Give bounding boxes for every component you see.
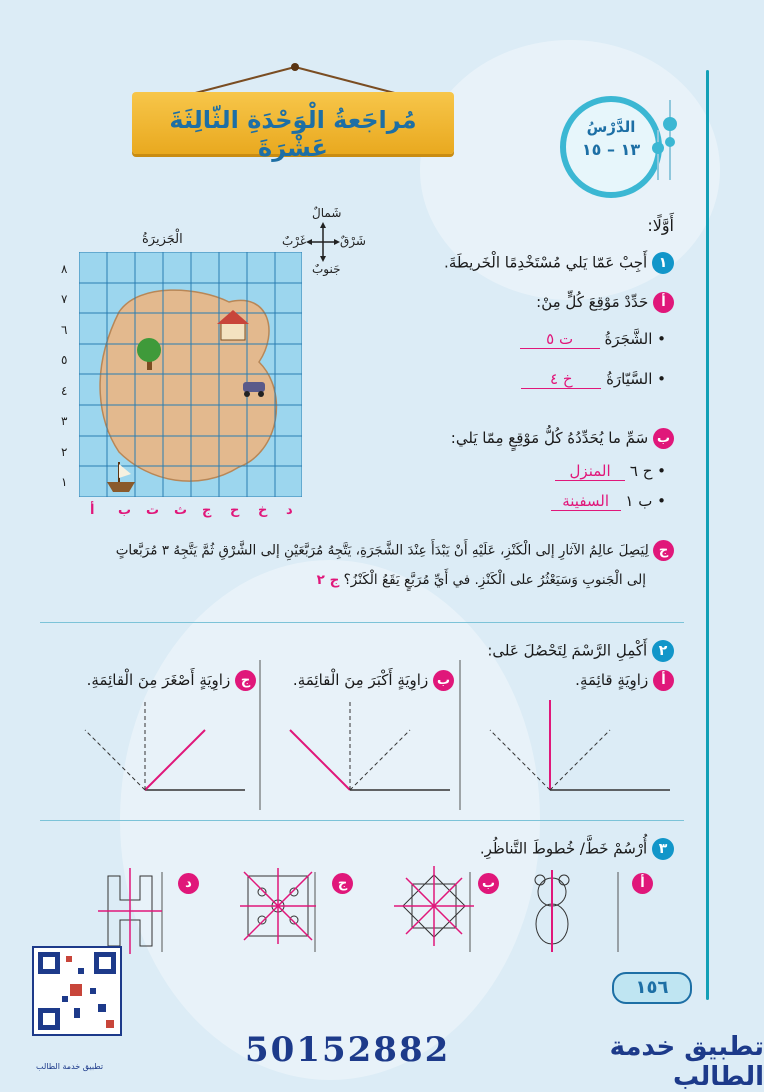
- item-label: • ح ٦: [629, 462, 666, 480]
- page-number-badge: [612, 972, 692, 1004]
- part-letter: أ: [653, 670, 674, 691]
- list-item: [521, 370, 666, 389]
- compass-north: شَمالٌ: [312, 206, 342, 220]
- divider: [40, 820, 684, 821]
- answer-field[interactable]: خ ٤: [521, 370, 601, 389]
- part-letter: د: [178, 873, 199, 894]
- row-label: ٣: [61, 414, 68, 428]
- list-item: [551, 492, 666, 511]
- part-letter: ج: [653, 540, 674, 561]
- row-label: ٨: [61, 262, 68, 276]
- question-text: أُرْسُمْ خَطَّ/ خُطوطَ التَّناظُرِ.: [479, 839, 648, 858]
- answer-field[interactable]: المنزل: [555, 462, 625, 481]
- section-heading: أَوَّلًا:: [647, 216, 674, 235]
- col-label: أ: [90, 503, 95, 518]
- list-item: [520, 330, 666, 349]
- angle-diagrams: [60, 660, 700, 820]
- answer-field[interactable]: ت ٥: [520, 330, 600, 349]
- row-label: ١: [61, 475, 68, 489]
- col-label: خ: [258, 503, 268, 518]
- part-letter: ب: [478, 873, 499, 894]
- item-label: • السَّيّارَةُ: [606, 370, 666, 388]
- qr-caption: تطبيق خدمة الطالب: [36, 1062, 104, 1071]
- question-number: ٢: [652, 640, 674, 662]
- compass-east: شَرْقٌ: [340, 234, 366, 248]
- part-letter: أ: [632, 873, 653, 894]
- page-number: ١٥٦: [635, 977, 669, 998]
- letter-h-icon: [98, 868, 162, 954]
- col-label: ح: [230, 503, 240, 518]
- col-label: ب: [118, 503, 132, 518]
- question-1a: [536, 292, 674, 313]
- lesson-badge: [560, 96, 662, 198]
- answer-value: ج ٢: [316, 572, 340, 588]
- part-letter: أ: [653, 292, 674, 313]
- row-label: ٧: [61, 292, 68, 306]
- row-label: ٤: [61, 384, 68, 398]
- bear-icon: [535, 870, 569, 952]
- unit-title-banner: [132, 92, 454, 162]
- row-label: ٢: [61, 445, 68, 459]
- question-3: [480, 838, 674, 860]
- question-text: أَجِبْ عَمّا يَلي مُسْتَخْدِمًا الْخَريطَةَ.: [444, 253, 648, 272]
- question-1: [444, 252, 674, 274]
- angle-b: [290, 700, 450, 790]
- question-number: ١: [652, 252, 674, 274]
- compass-icon: [306, 222, 340, 262]
- star-icon: [394, 866, 474, 946]
- part-text: زاوِيَةٍ أَصْغَرَ مِنَ الْقائِمَةِ.: [86, 671, 231, 689]
- qr-code[interactable]: [32, 946, 122, 1036]
- angle-a: [490, 700, 670, 790]
- qr-code-icon: [34, 948, 120, 1034]
- question-2: [487, 640, 674, 662]
- question-1b: [451, 428, 674, 449]
- list-item: [555, 462, 666, 481]
- part-text: سَمِّ ما يُحَدِّدُهُ كُلُّ مَوْقِعٍ مِمّا يَلي:: [450, 429, 649, 447]
- map-title: الْجَزيرَةُ: [142, 232, 183, 247]
- part-text: زاوِيَةٍ أَكْبَرَ مِنَ الْقائِمَةِ.: [292, 671, 429, 689]
- part-letter: ج: [235, 670, 256, 691]
- answer-field[interactable]: السفينة: [551, 492, 621, 511]
- page-rule: [706, 70, 709, 1000]
- row-label: ٦: [61, 323, 68, 337]
- col-label: ث: [174, 503, 188, 518]
- part-text: زاوِيَةٍ قائِمَةٍ.: [575, 671, 649, 689]
- island-map: [61, 252, 302, 497]
- question-text: أَكْمِلِ الرَّسْمَ لِتَحْصُلَ عَلى:: [487, 641, 648, 660]
- app-name: تطبيق خدمة الطالب: [609, 1032, 764, 1092]
- part-letter: ب: [433, 670, 454, 691]
- question-1c: [116, 540, 674, 561]
- angle-c: [85, 700, 245, 790]
- lesson-range: ١٣ – ١٥: [581, 140, 641, 159]
- compass-south: جَنوبٌ: [312, 262, 341, 276]
- part-text: حَدِّدْ مَوْقِعَ كُلٍّ مِنْ:: [536, 293, 649, 311]
- question-number: ٣: [652, 838, 674, 860]
- item-label: • ب ١: [625, 492, 666, 510]
- compass-west: غَرْبٌ: [282, 234, 307, 248]
- item-label: • الشَّجَرَةُ: [604, 330, 666, 348]
- col-label: د: [286, 503, 293, 518]
- row-label: ٥: [61, 353, 68, 367]
- question-1c-line2: [317, 572, 646, 588]
- kuwait-towers-icon: [650, 100, 690, 180]
- part-letter: ج: [332, 873, 353, 894]
- part-text-line1: لِيَصِلَ عالِمُ الآثارِ إلى الْكَنْزِ، عَلَيْهِ أَنْ يَبْدَأَ عِنْدَ الشَّجَرَةِ، يَتَّجِهُ مُرَبَّعَيْنِ إلى الشَّرْقِ ثُمَّ يَتَّجِهُ ٣ مُرَبَّعاتٍ: [115, 542, 649, 559]
- tile-pattern-icon: [240, 868, 316, 944]
- map-grid: [79, 252, 302, 497]
- symmetry-figures: [90, 862, 650, 962]
- part-text-line2: إلى الْجَنوبِ وَسَيَعْثُرُ على الْكَنْزِ. في أَيِّ مُرَبَّعٍ يَقَعُ الْكَنْزُ؟: [343, 572, 646, 588]
- col-label: ج: [202, 503, 212, 518]
- phone-number: 50152882: [245, 1030, 451, 1070]
- col-label: ت: [146, 503, 160, 518]
- divider: [40, 622, 684, 623]
- lesson-label: الدَّرْسُ: [586, 118, 636, 136]
- part-letter: ب: [653, 428, 674, 449]
- page-title: مُراجَعةُ الْوَحْدَةِ الثّالِثَةَ عَشْرَةَ: [169, 106, 417, 162]
